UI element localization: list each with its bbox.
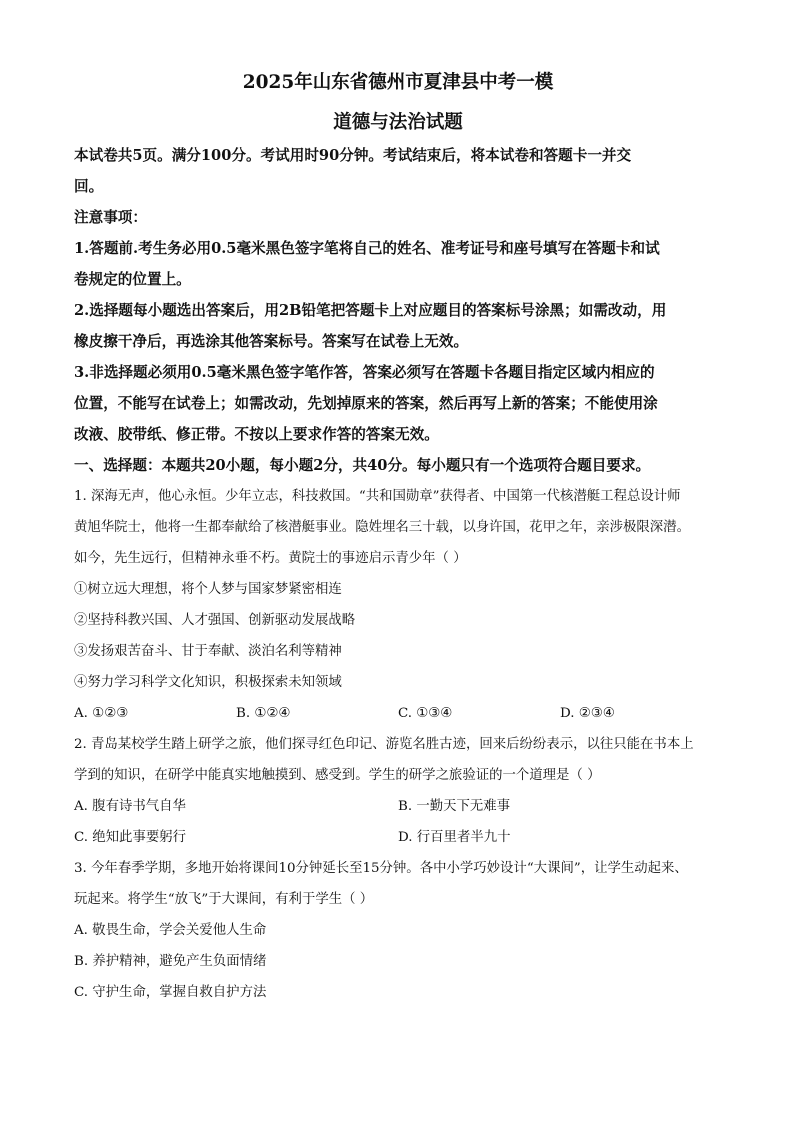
statement-item: ①树立远大理想，将个人梦与国家梦紧密相连: [74, 582, 342, 597]
notice-line: 卷规定的位置上。: [74, 271, 191, 288]
question-stem-line: 1. 深海无声，他心永恒。少年立志，科技救国。“共和国勋章”获得者、中国第一代核潜艇工程总设计师: [74, 489, 681, 504]
question-stem-line: 3. 今年春季学期，多地开始将课间10分钟延长至15分钟。各中小学巧妙设计“大课间”，让学生动起来、: [74, 861, 688, 876]
notice-heading: 注意事项：: [74, 209, 147, 226]
option-c: C. 守护生命，掌握自救自护方法: [74, 985, 267, 1000]
statement-item: ③发扬艰苦奋斗、甘于奉献、淡泊名利等精神: [74, 644, 342, 659]
option-c: C. 绝知此事要躬行: [74, 830, 187, 845]
question-stem-line: 2. 青岛某校学生踏上研学之旅，他们探寻红色印记、游览名胜古迹，回来后纷纷表示，以往只能在书本上: [74, 737, 694, 752]
section-heading: 一、选择题：本题共20小题，每小题2分，共40分。每小题只有一个选项符合题目要求。: [74, 457, 651, 474]
question-2: [74, 729, 722, 853]
option-a: A. ①②③: [74, 706, 129, 721]
option-d: D. ②③④: [560, 706, 615, 721]
answer-options: [74, 791, 722, 822]
question-stem-line: 如今，先生远行，但精神永垂不朽。黄院士的事迹启示青少年（ ）: [74, 551, 467, 566]
notice-line: 橡皮擦干净后，再选涂其他答案标号。答案写在试卷上无效。: [74, 333, 469, 350]
notice-line: 2.选择题每小题选出答案后，用2B铅笔把答题卡上对应题目的答案标号涂黑；如需改动，用: [74, 302, 667, 319]
option-d: D. 行百里者半九十: [398, 830, 511, 845]
question-stem-line: 黄旭华院士，他将一生都奉献给了核潜艇事业。隐姓埋名三十载，以身许国，花甲之年，亲涉极限深潜。: [74, 520, 690, 535]
exam-page: [74, 68, 722, 1008]
question-3: [74, 853, 722, 1008]
option-a: A. 腹有诗书气自华: [74, 799, 186, 814]
statement-item: ④努力学习科学文化知识，积极探索未知领域: [74, 675, 342, 690]
question-1: [74, 481, 722, 729]
statement-item: ②坚持科教兴国、人才强国、创新驱动发展战略: [74, 613, 356, 628]
notice-line: 1.答题前.考生务必用0.5毫米黑色签字笔将自己的姓名、准考证号和座号填写在答题卡和试: [74, 240, 660, 257]
subject-title: 道德与法治试题: [333, 112, 463, 133]
answer-options: [74, 822, 722, 853]
option-b: B. ①②④: [236, 706, 291, 721]
option-c: C. ①③④: [398, 706, 453, 721]
answer-options: [74, 698, 722, 729]
notice-line: 3.非选择题必须用0.5毫米黑色签字笔作答，答案必须写在答题卡各题目指定区域内相应的: [74, 364, 655, 381]
intro-line: 本试卷共5页。满分100分。考试用时90分钟。考试结束后，将本试卷和答题卡一并交: [74, 147, 632, 164]
option-b: B. 一勤天下无难事: [398, 799, 511, 814]
intro-line: 回。: [74, 178, 104, 195]
question-stem-line: 学到的知识，在研学中能真实地触摸到、感受到。学生的研学之旅验证的一个道理是（ ）: [74, 768, 601, 783]
notice-line: 位置，不能写在试卷上；如需改动，先划掉原来的答案，然后再写上新的答案；不能使用涂: [74, 395, 658, 412]
notice-line: 改液、胶带纸、修正带。不按以上要求作答的答案无效。: [74, 426, 439, 443]
option-b: B. 养护精神，避免产生负面情绪: [74, 954, 267, 969]
option-a: A. 敬畏生命，学会关爱他人生命: [74, 923, 267, 938]
question-stem-line: 玩起来。将学生“放飞”于大课间，有利于学生（ ）: [74, 892, 374, 907]
exam-title: 2025年山东省德州市夏津县中考一模: [242, 72, 554, 93]
